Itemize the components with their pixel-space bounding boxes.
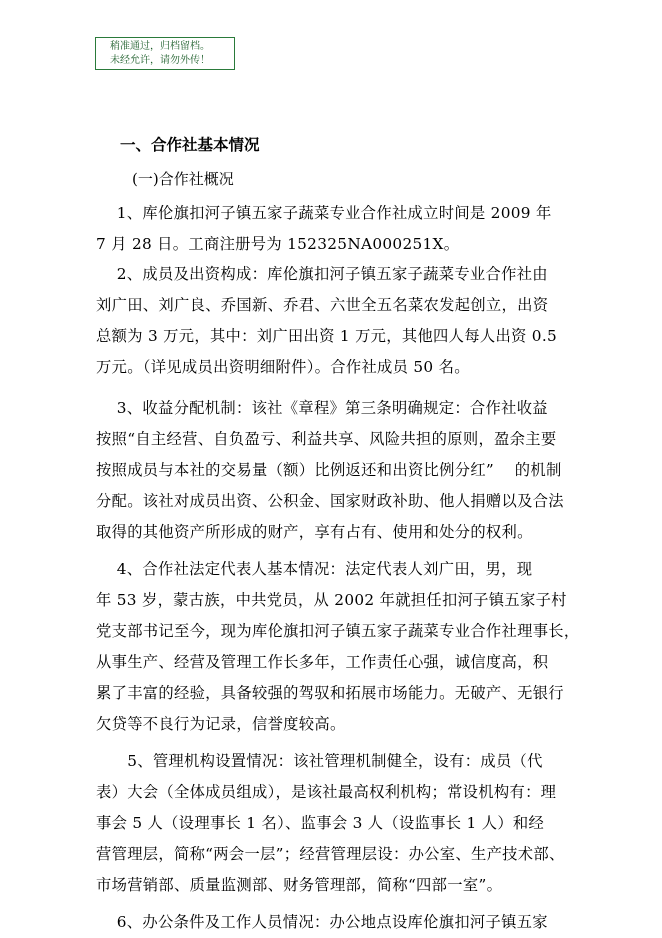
paragraph-line: 3、收益分配机制：该社《章程》第三条明确规定：合作社收益 xyxy=(96,399,548,417)
paragraph-line: 事会 5 人（设理事长 1 名）、监事会 3 人（设监事长 1 人）和经 xyxy=(96,814,545,832)
paragraph-line: 欠贷等不良行为记录，信誉度较高。 xyxy=(96,715,346,733)
paragraph-line: 6、办公条件及工作人员情况：办公地点设库伦旗扣河子镇五家 xyxy=(96,913,548,931)
paragraph-line: 1、库伦旗扣河子镇五家子蔬菜专业合作社成立时间是 2009 年 xyxy=(96,204,552,222)
paragraph-members-capital xyxy=(96,259,601,383)
paragraph-establishment xyxy=(96,198,601,260)
paragraph-office-conditions xyxy=(96,907,601,938)
paragraph-management-structure xyxy=(96,746,601,901)
paragraph-line: 市场营销部、质量监测部、财务管理部，简称“四部一室”。 xyxy=(96,876,503,894)
paragraph-line: 万元。（详见成员出资明细附件）。合作社成员 50 名。 xyxy=(96,358,470,376)
stamp-line-1: 稍准通过，归档留档。 xyxy=(110,41,210,52)
paragraph-line: 5、管理机构设置情况：该社管理机制健全，设有：成员（代 xyxy=(96,752,543,770)
paragraph-line: 按照“自主经营、自负盈亏、利益共享、风险共担的原则，盈余主要 xyxy=(96,430,557,448)
paragraph-line: 按照成员与本社的交易量（额）比例返还和出资比例分红” 的机制 xyxy=(96,461,562,479)
paragraph-line: 营管理层，简称“两会一层”；经营管理层设：办公室、生产技术部、 xyxy=(96,845,565,863)
paragraph-line: 2、成员及出资构成：库伦旗扣河子镇五家子蔬菜专业合作社由 xyxy=(96,265,548,283)
paragraph-line: 表）大会（全体成员组成），是该社最高权利机构；常设机构有：理 xyxy=(96,783,557,801)
paragraph-line: 年 53 岁，蒙古族，中共党员，从 2002 年就担任扣河子镇五家子村 xyxy=(96,591,567,609)
paragraph-line: 总额为 3 万元，其中：刘广田出资 1 万元，其他四人每人出资 0.5 xyxy=(96,327,558,345)
paragraph-line: 取得的其他资产所形成的财产，享有占有、使用和处分的权利。 xyxy=(96,523,533,541)
paragraph-line: 刘广田、刘广良、乔国新、乔君、六世全五名菜农发起创立，出资 xyxy=(96,296,549,314)
paragraph-profit-distribution xyxy=(96,393,601,548)
paragraph-line: 党支部书记至今，现为库伦旗扣河子镇五家子蔬菜专业合作社理事长， xyxy=(96,622,580,640)
subsection-heading: (一)合作社概况 xyxy=(132,170,234,188)
paragraph-line: 7 月 28 日。工商注册号为 152325NA000251X。 xyxy=(96,235,460,253)
paragraph-line: 4、合作社法定代表人基本情况：法定代表人刘广田，男，现 xyxy=(96,560,533,578)
section-heading: 一、合作社基本情况 xyxy=(120,136,260,154)
paragraph-line: 累了丰富的经验，具备较强的驾驭和拓展市场能力。无破产、无银行 xyxy=(96,684,564,702)
paragraph-line: 从事生产、经营及管理工作长多年，工作责任心强，诚信度高，积 xyxy=(96,653,549,671)
paragraph-line: 分配。该社对成员出资、公积金、国家财政补助、他人捐赠以及合法 xyxy=(96,492,564,510)
paragraph-legal-representative xyxy=(96,554,601,740)
stamp-line-2: 未经允许，请勿外传！ xyxy=(110,55,210,66)
distribution-stamp xyxy=(95,37,235,70)
